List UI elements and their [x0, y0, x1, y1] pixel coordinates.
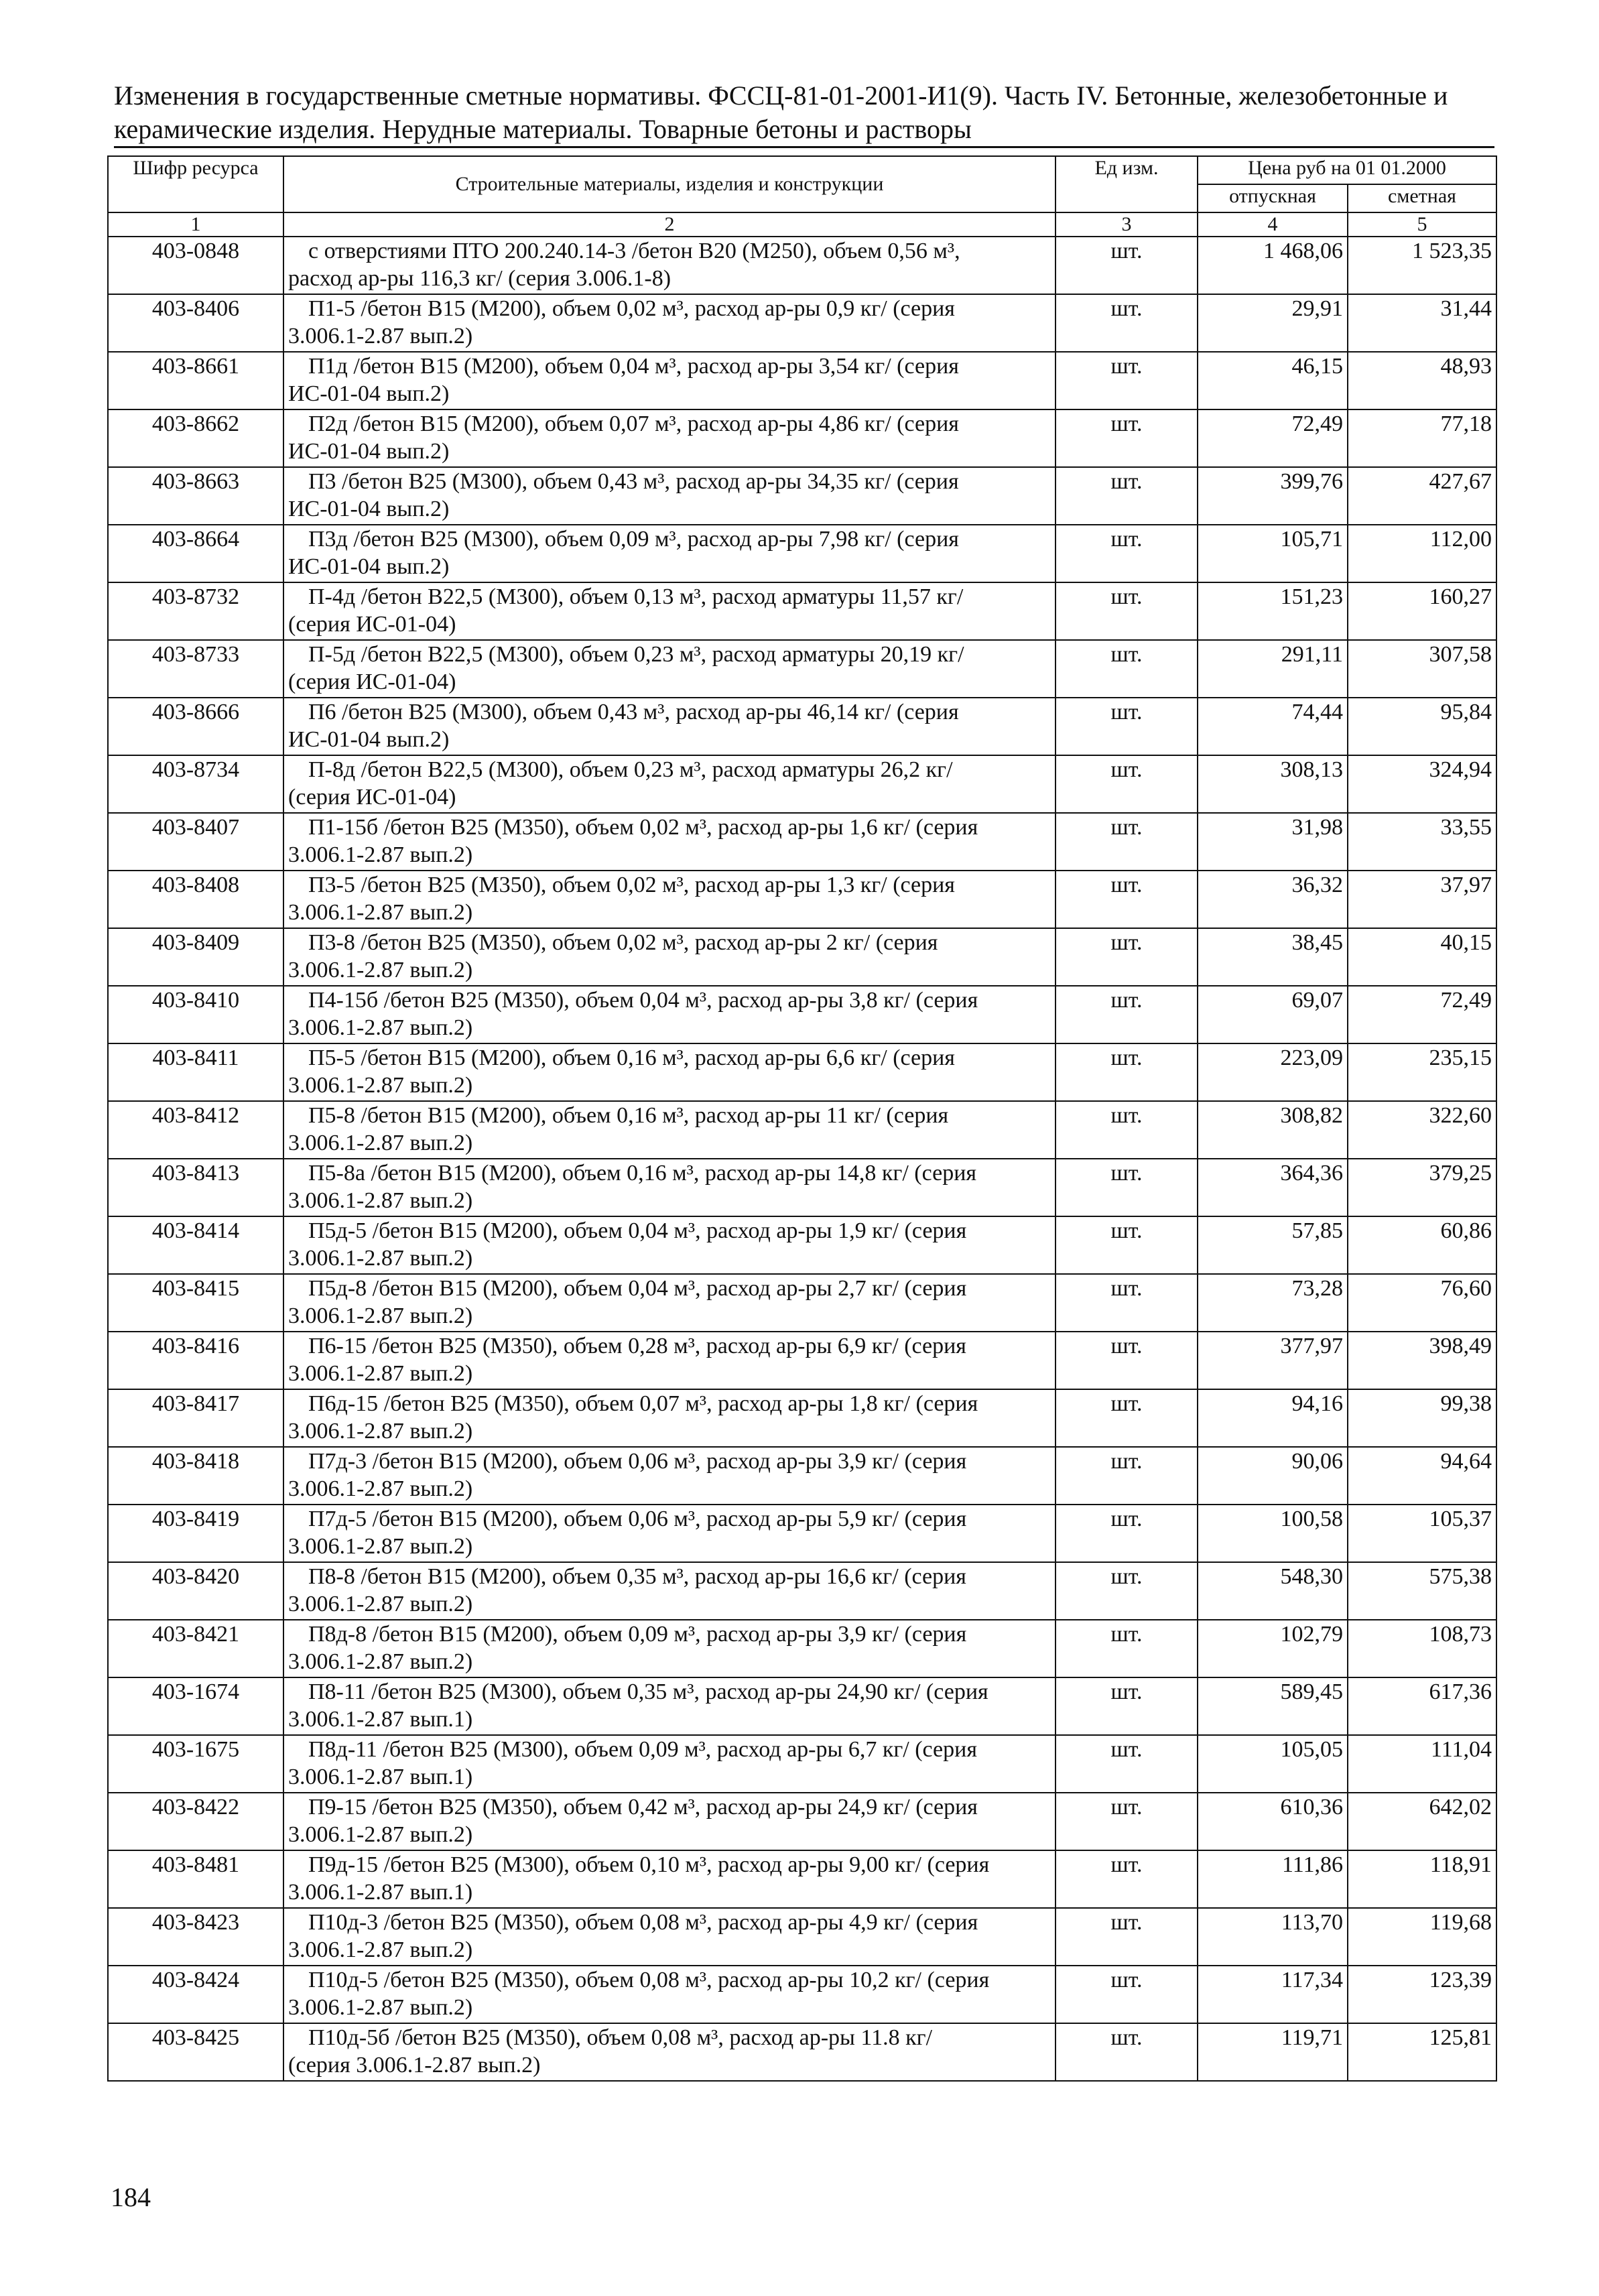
- column-number-row: [108, 212, 1496, 237]
- header-line-1: Изменения в государственные сметные нормативы. ФССЦ-81-01-2001-И1(9). Часть IV. Бетонные, железобетонные и: [114, 80, 1448, 111]
- description-line-1: П3 /бетон В25 (М300), объем 0,43 м³, расход ар-ры 34,35 кг/ (серия: [308, 469, 959, 494]
- resource-code: 403-8664: [108, 525, 283, 582]
- column-number: 3: [1056, 212, 1198, 237]
- description-line-1: П2д /бетон В15 (М200), объем 0,07 м³, расход ар-ры 4,86 кг/ (серия: [308, 411, 959, 436]
- table-row: [108, 467, 1496, 525]
- unit-of-measure: шт.: [1056, 1043, 1198, 1101]
- resource-description: [283, 1332, 1056, 1389]
- header-rule: [114, 146, 1494, 148]
- unit-of-measure: шт.: [1056, 1735, 1198, 1793]
- price-estimate: 111,04: [1348, 1735, 1496, 1793]
- description-line-1: П3д /бетон В25 (М300), объем 0,09 м³, расход ар-ры 7,98 кг/ (серия: [308, 527, 959, 552]
- unit-of-measure: шт.: [1056, 294, 1198, 352]
- resource-description: [283, 1620, 1056, 1677]
- resource-code: 403-8408: [108, 871, 283, 928]
- resource-code: 403-8422: [108, 1793, 283, 1850]
- resource-code: 403-8666: [108, 698, 283, 755]
- unit-of-measure: шт.: [1056, 1966, 1198, 2023]
- resource-description: [283, 640, 1056, 698]
- resource-description: [283, 1505, 1056, 1562]
- unit-of-measure: шт.: [1056, 1332, 1198, 1389]
- price-estimate: 112,00: [1348, 525, 1496, 582]
- price-release: 57,85: [1198, 1216, 1348, 1274]
- price-release: 90,06: [1198, 1447, 1348, 1505]
- price-estimate: 48,93: [1348, 352, 1496, 409]
- table-row: [108, 871, 1496, 928]
- table-row: [108, 1562, 1496, 1620]
- resource-description: [283, 928, 1056, 986]
- resource-code: 403-8734: [108, 755, 283, 813]
- table-row: [108, 1274, 1496, 1332]
- description-line-2: 3.006.1-2.87 вып.2): [288, 1649, 473, 1674]
- price-release: 46,15: [1198, 352, 1348, 409]
- price-release: 399,76: [1198, 467, 1348, 525]
- header-unit: Ед изм.: [1056, 156, 1198, 212]
- table-row: [108, 1850, 1496, 1908]
- table-row: [108, 1908, 1496, 1966]
- description-line-1: П5-8а /бетон В15 (М200), объем 0,16 м³, расход ар-ры 14,8 кг/ (серия: [308, 1161, 977, 1186]
- unit-of-measure: шт.: [1056, 1216, 1198, 1274]
- price-release: 105,05: [1198, 1735, 1348, 1793]
- description-line-1: П10д-5б /бетон В25 (М350), объем 0,08 м³, расход ар-ры 11.8 кг/: [308, 2025, 933, 2050]
- resource-code: 403-8733: [108, 640, 283, 698]
- table-body: [108, 237, 1496, 2081]
- unit-of-measure: шт.: [1056, 1793, 1198, 1850]
- price-release: 29,91: [1198, 294, 1348, 352]
- table-row: [108, 1332, 1496, 1389]
- price-estimate: 99,38: [1348, 1389, 1496, 1447]
- resource-code: 403-8419: [108, 1505, 283, 1562]
- unit-of-measure: шт.: [1056, 1677, 1198, 1735]
- unit-of-measure: шт.: [1056, 1562, 1198, 1620]
- table-row: [108, 1101, 1496, 1159]
- table-row: [108, 698, 1496, 755]
- header-price-group: Цена руб на 01 01.2000: [1198, 156, 1496, 184]
- resource-description: [283, 237, 1056, 294]
- header-price-release: отпускная: [1198, 184, 1348, 212]
- description-line-2: 3.006.1-2.87 вып.2): [288, 1188, 473, 1213]
- price-estimate: 94,64: [1348, 1447, 1496, 1505]
- description-line-2: 3.006.1-2.87 вып.2): [288, 1073, 473, 1098]
- price-release: 364,36: [1198, 1159, 1348, 1216]
- price-release: 119,71: [1198, 2023, 1348, 2081]
- table-row: [108, 582, 1496, 640]
- unit-of-measure: шт.: [1056, 1447, 1198, 1505]
- unit-of-measure: шт.: [1056, 1908, 1198, 1966]
- resource-code: 403-1675: [108, 1735, 283, 1793]
- resource-code: 403-8409: [108, 928, 283, 986]
- resource-description: [283, 1274, 1056, 1332]
- description-line-1: П9-15 /бетон В25 (М350), объем 0,42 м³, расход ар-ры 24,9 кг/ (серия: [308, 1795, 978, 1820]
- resource-description: [283, 1735, 1056, 1793]
- resource-code: 403-8406: [108, 294, 283, 352]
- description-line-1: П1-15б /бетон В25 (М350), объем 0,02 м³, расход ар-ры 1,6 кг/ (серия: [308, 815, 978, 840]
- resource-description: [283, 755, 1056, 813]
- unit-of-measure: шт.: [1056, 2023, 1198, 2081]
- table-row: [108, 1389, 1496, 1447]
- table-row: [108, 2023, 1496, 2081]
- description-line-1: П8д-8 /бетон В15 (М200), объем 0,09 м³, расход ар-ры 3,9 кг/ (серия: [308, 1622, 967, 1647]
- unit-of-measure: шт.: [1056, 525, 1198, 582]
- description-line-1: П1д /бетон В15 (М200), объем 0,04 м³, расход ар-ры 3,54 кг/ (серия: [308, 354, 959, 379]
- column-number: 1: [108, 212, 283, 237]
- price-estimate: 307,58: [1348, 640, 1496, 698]
- unit-of-measure: шт.: [1056, 871, 1198, 928]
- description-line-2: 3.006.1-2.87 вып.2): [288, 324, 473, 348]
- resource-description: [283, 582, 1056, 640]
- description-line-2: 3.006.1-2.87 вып.1): [288, 1765, 473, 1789]
- resource-code: 403-8661: [108, 352, 283, 409]
- price-release: 548,30: [1198, 1562, 1348, 1620]
- resource-description: [283, 2023, 1056, 2081]
- resource-description: [283, 1043, 1056, 1101]
- page-number: 184: [111, 2182, 151, 2212]
- price-release: 223,09: [1198, 1043, 1348, 1101]
- resource-code: 403-8413: [108, 1159, 283, 1216]
- unit-of-measure: шт.: [1056, 755, 1198, 813]
- header-price-estimate: сметная: [1348, 184, 1496, 212]
- price-estimate: 37,97: [1348, 871, 1496, 928]
- description-line-1: П9д-15 /бетон В25 (М300), объем 0,10 м³, расход ар-ры 9,00 кг/ (серия: [308, 1852, 990, 1877]
- description-line-1: П6д-15 /бетон В25 (М350), объем 0,07 м³, расход ар-ры 1,8 кг/ (серия: [308, 1391, 978, 1416]
- table-row: [108, 986, 1496, 1043]
- resource-code: 403-8412: [108, 1101, 283, 1159]
- resource-code: 403-8663: [108, 467, 283, 525]
- unit-of-measure: шт.: [1056, 582, 1198, 640]
- resource-code: 403-8425: [108, 2023, 283, 2081]
- description-line-1: П4-15б /бетон В25 (М350), объем 0,04 м³, расход ар-ры 3,8 кг/ (серия: [308, 988, 978, 1013]
- price-estimate: 108,73: [1348, 1620, 1496, 1677]
- table-row: [108, 813, 1496, 871]
- resource-description: [283, 1562, 1056, 1620]
- description-line-2: ИС-01-04 вып.2): [288, 727, 450, 752]
- resource-description: [283, 525, 1056, 582]
- price-estimate: 72,49: [1348, 986, 1496, 1043]
- price-estimate: 40,15: [1348, 928, 1496, 986]
- table-row: [108, 1043, 1496, 1101]
- price-estimate: 322,60: [1348, 1101, 1496, 1159]
- price-estimate: 642,02: [1348, 1793, 1496, 1850]
- description-line-1: П5д-5 /бетон В15 (М200), объем 0,04 м³, расход ар-ры 1,9 кг/ (серия: [308, 1218, 967, 1243]
- price-estimate: 119,68: [1348, 1908, 1496, 1966]
- resource-code: 403-8416: [108, 1332, 283, 1389]
- description-line-1: П10д-3 /бетон В25 (М350), объем 0,08 м³, расход ар-ры 4,9 кг/ (серия: [308, 1910, 978, 1935]
- header-code: Шифр ресурса: [108, 156, 283, 212]
- resource-description: [283, 467, 1056, 525]
- unit-of-measure: шт.: [1056, 1101, 1198, 1159]
- price-estimate: 76,60: [1348, 1274, 1496, 1332]
- description-line-1: П-4д /бетон В22,5 (М300), объем 0,13 м³, расход арматуры 11,57 кг/: [308, 584, 964, 609]
- resource-description: [283, 1908, 1056, 1966]
- resource-description: [283, 294, 1056, 352]
- unit-of-measure: шт.: [1056, 1274, 1198, 1332]
- description-line-2: 3.006.1-2.87 вып.2): [288, 1131, 473, 1155]
- table-row: [108, 1735, 1496, 1793]
- resource-code: 403-8732: [108, 582, 283, 640]
- resource-description: [283, 1101, 1056, 1159]
- price-release: 73,28: [1198, 1274, 1348, 1332]
- unit-of-measure: шт.: [1056, 237, 1198, 294]
- price-estimate: 105,37: [1348, 1505, 1496, 1562]
- description-line-2: (серия ИС-01-04): [288, 785, 456, 810]
- price-estimate: 60,86: [1348, 1216, 1496, 1274]
- resource-description: [283, 352, 1056, 409]
- unit-of-measure: шт.: [1056, 698, 1198, 755]
- price-release: 589,45: [1198, 1677, 1348, 1735]
- price-estimate: 125,81: [1348, 2023, 1496, 2081]
- price-release: 74,44: [1198, 698, 1348, 755]
- resource-code: 403-8420: [108, 1562, 283, 1620]
- header-line-2: керамические изделия. Нерудные материалы. Товарные бетоны и растворы: [114, 114, 972, 144]
- description-line-2: 3.006.1-2.87 вып.2): [288, 1995, 473, 2020]
- resource-code: 403-8417: [108, 1389, 283, 1447]
- table-row: [108, 237, 1496, 294]
- table-row: [108, 1677, 1496, 1735]
- price-estimate: 31,44: [1348, 294, 1496, 352]
- price-release: 105,71: [1198, 525, 1348, 582]
- resource-description: [283, 813, 1056, 871]
- price-release: 308,82: [1198, 1101, 1348, 1159]
- description-line-1: П5д-8 /бетон В15 (М200), объем 0,04 м³, расход ар-ры 2,7 кг/ (серия: [308, 1276, 967, 1301]
- resource-price-table: [107, 155, 1497, 2082]
- price-estimate: 398,49: [1348, 1332, 1496, 1389]
- resource-code: 403-8411: [108, 1043, 283, 1101]
- description-line-2: 3.006.1-2.87 вып.2): [288, 1303, 473, 1328]
- unit-of-measure: шт.: [1056, 1850, 1198, 1908]
- table-row: [108, 294, 1496, 352]
- resource-description: [283, 409, 1056, 467]
- resource-description: [283, 986, 1056, 1043]
- unit-of-measure: шт.: [1056, 640, 1198, 698]
- resource-description: [283, 698, 1056, 755]
- description-line-2: (серия 3.006.1-2.87 вып.2): [288, 2053, 541, 2078]
- table-row: [108, 1216, 1496, 1274]
- price-release: 111,86: [1198, 1850, 1348, 1908]
- table-row: [108, 640, 1496, 698]
- price-release: 117,34: [1198, 1966, 1348, 2023]
- price-estimate: 77,18: [1348, 409, 1496, 467]
- description-line-2: 3.006.1-2.87 вып.2): [288, 1937, 473, 1962]
- description-line-2: 3.006.1-2.87 вып.2): [288, 1015, 473, 1040]
- description-line-1: П7д-5 /бетон В15 (М200), объем 0,06 м³, расход ар-ры 5,9 кг/ (серия: [308, 1507, 967, 1531]
- description-line-2: 3.006.1-2.87 вып.2): [288, 842, 473, 867]
- description-line-1: П8д-11 /бетон В25 (М300), объем 0,09 м³, расход ар-ры 6,7 кг/ (серия: [308, 1737, 977, 1762]
- table-row: [108, 525, 1496, 582]
- description-line-1: П5-5 /бетон В15 (М200), объем 0,16 м³, расход ар-ры 6,6 кг/ (серия: [308, 1045, 955, 1070]
- table-row: [108, 928, 1496, 986]
- price-release: 72,49: [1198, 409, 1348, 467]
- resource-description: [283, 871, 1056, 928]
- resource-code: 403-8423: [108, 1908, 283, 1966]
- resource-description: [283, 1389, 1056, 1447]
- description-line-2: 3.006.1-2.87 вып.2): [288, 1476, 473, 1501]
- column-number: 2: [283, 212, 1056, 237]
- price-estimate: 575,38: [1348, 1562, 1496, 1620]
- description-line-2: 3.006.1-2.87 вып.1): [288, 1707, 473, 1732]
- price-estimate: 235,15: [1348, 1043, 1496, 1101]
- description-line-2: расход ар-ры 116,3 кг/ (серия 3.006.1-8): [288, 266, 671, 291]
- unit-of-measure: шт.: [1056, 467, 1198, 525]
- description-line-2: 3.006.1-2.87 вып.2): [288, 900, 473, 925]
- unit-of-measure: шт.: [1056, 1505, 1198, 1562]
- price-release: 31,98: [1198, 813, 1348, 871]
- resource-code: 403-8481: [108, 1850, 283, 1908]
- resource-code: 403-8407: [108, 813, 283, 871]
- description-line-2: 3.006.1-2.87 вып.2): [288, 1246, 473, 1271]
- resource-description: [283, 1216, 1056, 1274]
- resource-description: [283, 1159, 1056, 1216]
- price-estimate: 1 523,35: [1348, 237, 1496, 294]
- price-estimate: 33,55: [1348, 813, 1496, 871]
- resource-code: 403-1674: [108, 1677, 283, 1735]
- price-release: 69,07: [1198, 986, 1348, 1043]
- description-line-2: 3.006.1-2.87 вып.2): [288, 1361, 473, 1386]
- column-number: 4: [1198, 212, 1348, 237]
- table-row: [108, 1159, 1496, 1216]
- table-row: [108, 755, 1496, 813]
- description-line-1: П3-8 /бетон В25 (М350), объем 0,02 м³, расход ар-ры 2 кг/ (серия: [308, 930, 938, 955]
- description-line-2: 3.006.1-2.87 вып.2): [288, 1534, 473, 1559]
- unit-of-measure: шт.: [1056, 1159, 1198, 1216]
- description-line-2: ИС-01-04 вып.2): [288, 439, 450, 464]
- description-line-2: 3.006.1-2.87 вып.2): [288, 1822, 473, 1847]
- resource-description: [283, 1966, 1056, 2023]
- description-line-2: 3.006.1-2.87 вып.2): [288, 1592, 473, 1616]
- description-line-2: ИС-01-04 вып.2): [288, 554, 450, 579]
- price-estimate: 427,67: [1348, 467, 1496, 525]
- description-line-2: (серия ИС-01-04): [288, 669, 456, 694]
- resource-code: 403-8421: [108, 1620, 283, 1677]
- price-release: 151,23: [1198, 582, 1348, 640]
- table-row: [108, 409, 1496, 467]
- price-release: 291,11: [1198, 640, 1348, 698]
- document-header: [114, 79, 1494, 146]
- table-row: [108, 1505, 1496, 1562]
- price-estimate: 617,36: [1348, 1677, 1496, 1735]
- description-line-1: П-8д /бетон В22,5 (М300), объем 0,23 м³, расход арматуры 26,2 кг/: [308, 757, 953, 782]
- description-line-1: П-5д /бетон В22,5 (М300), объем 0,23 м³, расход арматуры 20,19 кг/: [308, 642, 964, 667]
- unit-of-measure: шт.: [1056, 986, 1198, 1043]
- price-release: 113,70: [1198, 1908, 1348, 1966]
- unit-of-measure: шт.: [1056, 813, 1198, 871]
- unit-of-measure: шт.: [1056, 352, 1198, 409]
- table-row: [108, 1447, 1496, 1505]
- resource-code: 403-0848: [108, 237, 283, 294]
- price-release: 1 468,06: [1198, 237, 1348, 294]
- price-estimate: 324,94: [1348, 755, 1496, 813]
- price-estimate: 379,25: [1348, 1159, 1496, 1216]
- resource-code: 403-8418: [108, 1447, 283, 1505]
- description-line-1: П8-11 /бетон В25 (М300), объем 0,35 м³, расход ар-ры 24,90 кг/ (серия: [308, 1679, 988, 1704]
- resource-code: 403-8662: [108, 409, 283, 467]
- resource-code: 403-8424: [108, 1966, 283, 2023]
- table-row: [108, 352, 1496, 409]
- unit-of-measure: шт.: [1056, 1620, 1198, 1677]
- price-estimate: 95,84: [1348, 698, 1496, 755]
- unit-of-measure: шт.: [1056, 409, 1198, 467]
- description-line-1: П7д-3 /бетон В15 (М200), объем 0,06 м³, расход ар-ры 3,9 кг/ (серия: [308, 1449, 967, 1474]
- description-line-1: П3-5 /бетон В25 (М350), объем 0,02 м³, расход ар-ры 1,3 кг/ (серия: [308, 873, 955, 897]
- description-line-1: П8-8 /бетон В15 (М200), объем 0,35 м³, расход ар-ры 16,6 кг/ (серия: [308, 1564, 966, 1589]
- price-release: 36,32: [1198, 871, 1348, 928]
- description-line-2: ИС-01-04 вып.2): [288, 497, 450, 521]
- price-release: 38,45: [1198, 928, 1348, 986]
- price-release: 100,58: [1198, 1505, 1348, 1562]
- description-line-1: с отверстиями ПТО 200.240.14-3 /бетон В20 (М250), объем 0,56 м³,: [308, 239, 960, 263]
- description-line-2: 3.006.1-2.87 вып.2): [288, 958, 473, 982]
- resource-description: [283, 1793, 1056, 1850]
- column-number: 5: [1348, 212, 1496, 237]
- resource-code: 403-8414: [108, 1216, 283, 1274]
- table-row: [108, 1966, 1496, 2023]
- price-estimate: 123,39: [1348, 1966, 1496, 2023]
- description-line-1: П6-15 /бетон В25 (М350), объем 0,28 м³, расход ар-ры 6,9 кг/ (серия: [308, 1334, 966, 1358]
- price-estimate: 118,91: [1348, 1850, 1496, 1908]
- price-release: 610,36: [1198, 1793, 1348, 1850]
- description-line-2: ИС-01-04 вып.2): [288, 381, 450, 406]
- description-line-2: (серия ИС-01-04): [288, 612, 456, 637]
- header-name: Строительные материалы, изделия и конструкции: [283, 156, 1056, 212]
- price-release: 377,97: [1198, 1332, 1348, 1389]
- resource-description: [283, 1677, 1056, 1735]
- resource-code: 403-8415: [108, 1274, 283, 1332]
- table-row: [108, 1793, 1496, 1850]
- table-row: [108, 1620, 1496, 1677]
- price-release: 94,16: [1198, 1389, 1348, 1447]
- description-line-1: П5-8 /бетон В15 (М200), объем 0,16 м³, расход ар-ры 11 кг/ (серия: [308, 1103, 949, 1128]
- description-line-2: 3.006.1-2.87 вып.2): [288, 1419, 473, 1444]
- description-line-1: П6 /бетон В25 (М300), объем 0,43 м³, расход ар-ры 46,14 кг/ (серия: [308, 700, 959, 724]
- description-line-1: П1-5 /бетон В15 (М200), объем 0,02 м³, расход ар-ры 0,9 кг/ (серия: [308, 296, 955, 321]
- description-line-1: П10д-5 /бетон В25 (М350), объем 0,08 м³, расход ар-ры 10,2 кг/ (серия: [308, 1968, 990, 1992]
- unit-of-measure: шт.: [1056, 1389, 1198, 1447]
- resource-code: 403-8410: [108, 986, 283, 1043]
- unit-of-measure: шт.: [1056, 928, 1198, 986]
- description-line-2: 3.006.1-2.87 вып.1): [288, 1880, 473, 1905]
- price-release: 308,13: [1198, 755, 1348, 813]
- price-estimate: 160,27: [1348, 582, 1496, 640]
- price-release: 102,79: [1198, 1620, 1348, 1677]
- resource-description: [283, 1447, 1056, 1505]
- resource-description: [283, 1850, 1056, 1908]
